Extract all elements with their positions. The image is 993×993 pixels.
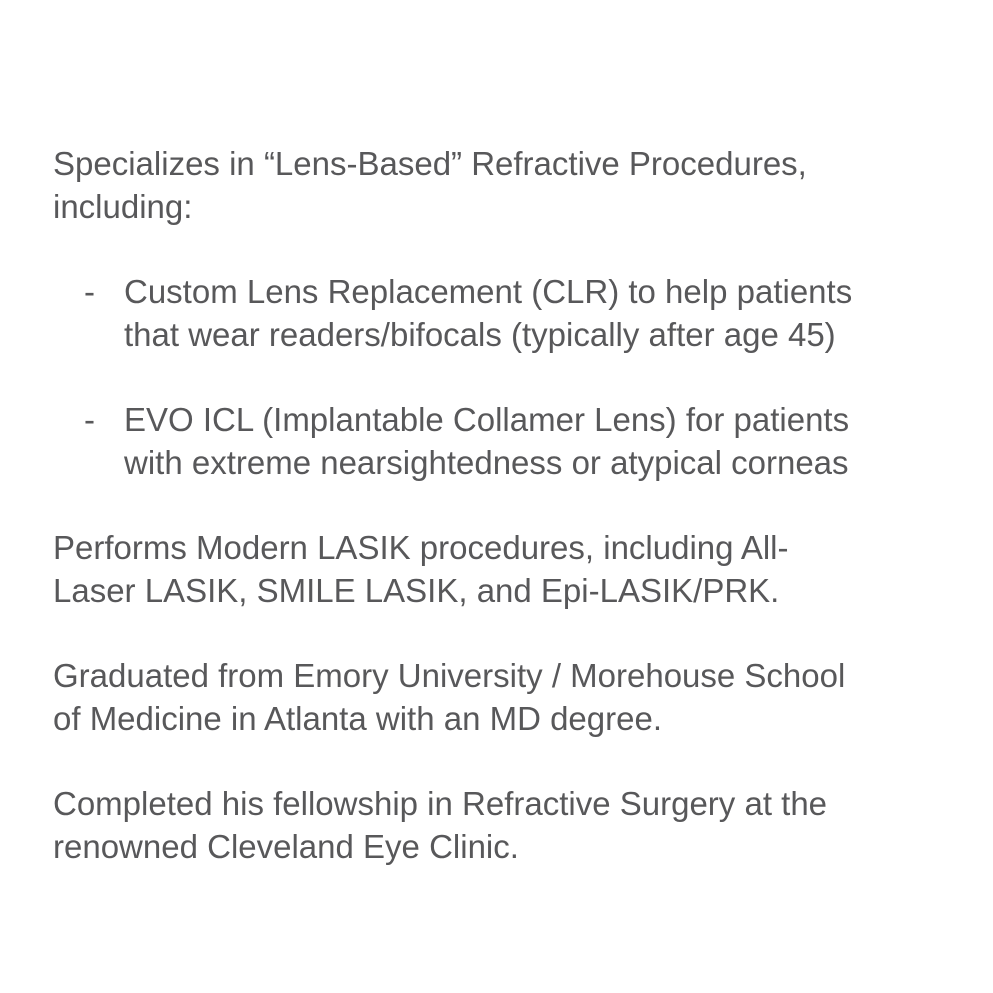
- education-paragraph: [53, 654, 968, 740]
- procedure-line: EVO ICL (Implantable Collamer Lens) for patients: [124, 401, 850, 438]
- dash-bullet-icon: -: [84, 401, 95, 438]
- paragraph-line: of Medicine in Atlanta with an MD degree.: [53, 700, 663, 737]
- procedure-item-clr: [53, 270, 968, 356]
- dash-bullet-icon: -: [84, 273, 95, 310]
- paragraph-line: Completed his fellowship in Refractive Surgery at the: [53, 785, 828, 822]
- procedure-item-evo-icl: [53, 398, 968, 484]
- specialization-intro: [53, 142, 968, 228]
- bio-content: [53, 142, 968, 868]
- fellowship-paragraph: [53, 782, 968, 868]
- paragraph-line: Graduated from Emory University / Morehouse School: [53, 657, 846, 694]
- lasik-paragraph: [53, 526, 968, 612]
- paragraph-line: Laser LASIK, SMILE LASIK, and Epi-LASIK/PRK.: [53, 572, 780, 609]
- intro-line: Specializes in “Lens-Based” Refractive Procedures,: [53, 145, 807, 182]
- paragraph-line: Performs Modern LASIK procedures, including All-: [53, 529, 789, 566]
- procedure-line: that wear readers/bifocals (typically after age 45): [124, 316, 836, 353]
- procedure-line: Custom Lens Replacement (CLR) to help patients: [124, 273, 853, 310]
- paragraph-line: renowned Cleveland Eye Clinic.: [53, 828, 519, 865]
- intro-line: including:: [53, 188, 193, 225]
- procedure-line: with extreme nearsightedness or atypical corneas: [124, 444, 849, 481]
- procedure-list: [53, 270, 968, 484]
